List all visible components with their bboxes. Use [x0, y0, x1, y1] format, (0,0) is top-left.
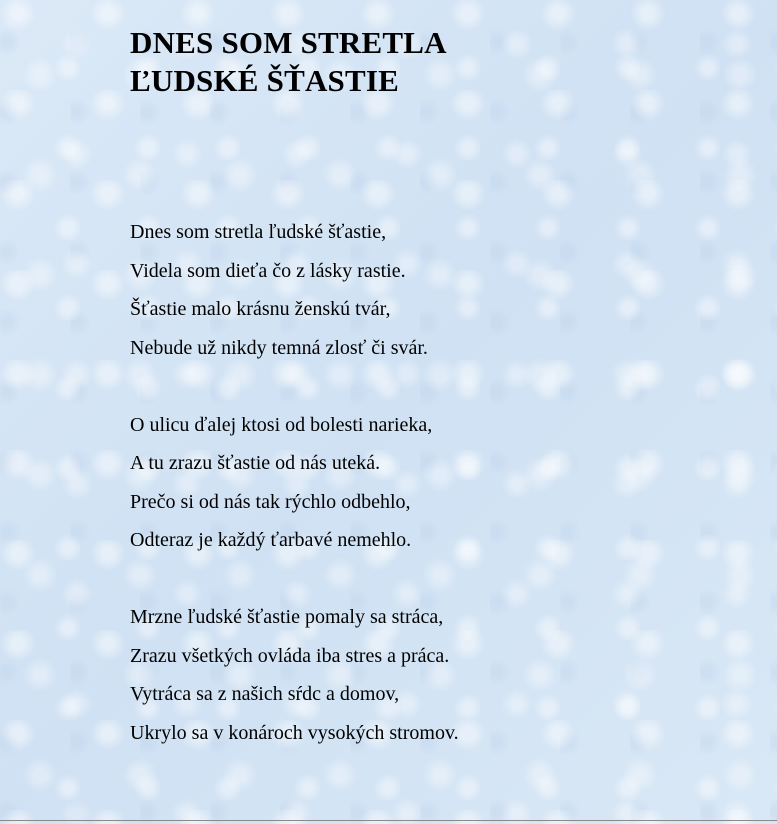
poem-line: Zrazu všetkých ovláda iba stres a práca.	[130, 644, 450, 667]
stanza-1	[130, 213, 459, 367]
poem-title	[130, 24, 447, 100]
poem-line: Nebude už nikdy temná zlosť či svár.	[130, 336, 428, 359]
bottom-divider	[0, 820, 777, 821]
poem-line: Videla som dieťa čo z lásky rastie.	[130, 259, 406, 282]
stanza-3	[130, 598, 459, 752]
title-line-2: ĽUDSKÉ ŠŤASTIE	[130, 63, 399, 98]
title-line-1: DNES SOM STRETLA	[130, 25, 447, 60]
poem-line: Ukrylo sa v konároch vysokých stromov.	[130, 721, 459, 744]
poem-line: Odteraz je každý ťarbavé nemehlo.	[130, 529, 412, 551]
poem-line: Vytráca sa z našich sŕdc a domov,	[130, 683, 400, 705]
poem-line: Mrzne ľudské šťastie pomaly sa stráca,	[130, 606, 444, 628]
poem-line: Prečo si od nás tak rýchlo odbehlo,	[130, 490, 411, 513]
poem-body	[130, 213, 459, 752]
poem-line: A tu zrazu šťastie od nás uteká.	[130, 452, 381, 474]
stanza-2	[130, 406, 459, 560]
poem-line: Šťastie malo krásnu ženskú tvár,	[130, 298, 391, 320]
poem-line: Dnes som stretla ľudské šťastie,	[130, 221, 387, 243]
poem-line: O ulicu ďalej ktosi od bolesti narieka,	[130, 413, 433, 436]
